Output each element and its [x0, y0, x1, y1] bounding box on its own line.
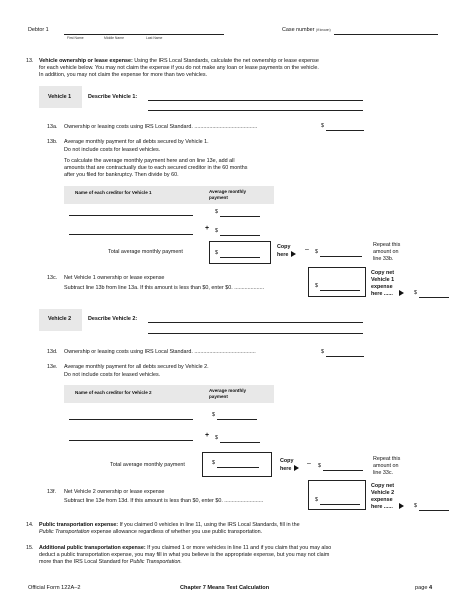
plus-sign: + [205, 225, 210, 232]
vehicle2-copynet-4: here ...... [371, 504, 393, 510]
line13-number: 13. [26, 58, 34, 64]
vehicle2-repeat-3: line 33c. [373, 470, 394, 476]
vehicle1-creditor-1-name[interactable] [69, 215, 193, 216]
vehicle1-creditor-1-payment[interactable] [220, 216, 260, 217]
vehicle2-payment-header-1: Average monthly [209, 388, 247, 393]
vehicle1-repeat-2: amount on [373, 249, 399, 255]
line14-number: 14. [26, 522, 34, 528]
calc-text-3: after you filed for bankruptcy. Then divide by 60. [64, 172, 179, 178]
footer-page: page 4 [415, 585, 433, 591]
calc-text-2: amounts that are contractually due to each secured creditor in the 60 months [64, 165, 248, 171]
line13-text-1: Vehicle ownership or lease expense: Using the IRS Local Standards, calculate the net ownership or lease expense [39, 58, 319, 64]
arrow-right-icon [291, 251, 296, 257]
line13f-box[interactable] [308, 480, 366, 510]
vehicle1-total-label: Total average monthly payment [108, 249, 183, 255]
line13a-number: 13a. [47, 124, 58, 130]
line13e-dollar: $ [318, 463, 321, 469]
vehicle2-creditor-1-payment[interactable] [217, 419, 257, 420]
vehicle2-description-line2[interactable] [148, 333, 363, 334]
line13b-text-2: Do not include costs for leased vehicles. [64, 147, 161, 153]
vehicle2-total-label: Total average monthly payment [110, 462, 185, 468]
vehicle2-copy-label: Copy [280, 458, 294, 464]
arrow-right-icon [399, 290, 404, 296]
minus-sign: – [307, 460, 311, 467]
vehicle1-copynet-1: Copy net [371, 270, 395, 276]
line15-number: 15. [26, 545, 34, 551]
vehicle1-repeat-3: line 33b. [373, 256, 394, 262]
vehicle2-creditor-header: Name of each creditor for Vehicle 2 [75, 390, 152, 395]
line14-text-1: Public transportation expense: If you claimed 0 vehicles in line 11, using the IRS Local Standards, fill in the [39, 522, 300, 528]
last-name-label: Last Name [146, 36, 163, 40]
line13e-amount[interactable] [323, 470, 363, 471]
line13-text-3: In addition, you may not claim the expense for more than two vehicles. [39, 72, 208, 78]
middle-name-label: Middle Name [104, 36, 124, 40]
line13c-text-1: Net Vehicle 1 ownership or lease expense [64, 275, 165, 281]
line15-text-3: more than the IRS Local Standard for Public Transportation. [39, 559, 182, 565]
line13d-amount[interactable] [326, 356, 364, 357]
vehicle1-payment-header-2: payment [209, 195, 228, 200]
vehicle2-total-dollar: $ [212, 460, 215, 466]
vehicle1-copynet-3: expense [371, 284, 393, 290]
debtor-label: Debtor 1 [28, 27, 49, 33]
vehicle1-creditor-2-name[interactable] [69, 234, 193, 235]
line14-text-2: Public Transportation expense allowance regardless of whether you use public transportation. [39, 529, 263, 535]
line13-text-2: for each vehicle below. You may not claim the expense if you do not make any loan or lease payments on the vehicle. [39, 65, 319, 71]
line13b-amount[interactable] [320, 256, 362, 257]
vehicle2-creditor-1-name[interactable] [69, 419, 193, 420]
vehicle1-tab-label: Vehicle 1 [48, 94, 72, 100]
minus-sign: – [305, 246, 309, 253]
vehicle1-copy-label: Copy [277, 244, 291, 250]
vehicle1-creditor-2-dollar: $ [215, 228, 218, 234]
vehicle2-creditor-2-payment[interactable] [220, 442, 260, 443]
line13f-text-1: Net Vehicle 2 ownership or lease expense [64, 489, 165, 495]
line13a-dollar: $ [321, 123, 324, 129]
vehicle1-total-box[interactable] [209, 241, 271, 264]
line13f-dollar: $ [315, 497, 318, 503]
vehicle2-description-line1[interactable] [148, 322, 363, 323]
line13e-text-2: Do not include costs for leased vehicles. [64, 372, 161, 378]
plus-sign: + [205, 432, 210, 439]
vehicle2-creditor-2-dollar: $ [215, 435, 218, 441]
line13f-final-amount[interactable] [419, 510, 449, 511]
vehicle1-repeat-1: Repeat this [373, 242, 401, 248]
line13c-dollar: $ [315, 283, 318, 289]
line13e-text-1: Average monthly payment for all debts secured by Vehicle 2. [64, 364, 209, 370]
line13c-amount[interactable] [320, 290, 360, 291]
vehicle1-description-line1[interactable] [148, 100, 363, 101]
vehicle2-copynet-1: Copy net [371, 483, 395, 489]
vehicle2-total-amount[interactable] [217, 467, 259, 468]
line13f-number: 13f. [47, 489, 56, 495]
line13c-final-dollar: $ [414, 290, 417, 296]
vehicle2-describe-label: Describe Vehicle 2: [88, 316, 138, 322]
vehicle1-payment-header-1: Average monthly [209, 189, 247, 194]
line13d-number: 13d. [47, 349, 58, 355]
case-number-field[interactable] [334, 34, 438, 35]
line13c-text-2: Subtract line 13b from line 13a. If this amount is less than $0, enter $0. .................... [64, 285, 265, 291]
line13c-number: 13c. [47, 275, 58, 281]
vehicle2-payment-header-2: payment [209, 394, 228, 399]
footer-form-name: Official Form 122A–2 [28, 585, 81, 591]
vehicle1-here-label: here [277, 252, 289, 258]
footer-title: Chapter 7 Means Test Calculation [180, 585, 270, 591]
line13c-box[interactable] [308, 267, 366, 297]
line13b-number: 13b. [47, 139, 58, 145]
line13a-text: Ownership or leasing costs using IRS Local Standard. .......................................... [64, 124, 258, 130]
line15-text-2: deduct a public transportation expense, you may fill in what you believe is the appropriate expense, but you may not claim [39, 552, 330, 558]
vehicle1-creditor-2-payment[interactable] [220, 235, 260, 236]
vehicle1-total-dollar: $ [215, 250, 218, 256]
vehicle2-creditor-1-dollar: $ [212, 412, 215, 418]
vehicle2-creditor-2-name[interactable] [69, 440, 193, 441]
line13c-final-amount[interactable] [419, 297, 449, 298]
vehicle2-copynet-3: expense [371, 497, 393, 503]
line13b-text-1: Average monthly payment for all debts secured by Vehicle 1. [64, 139, 209, 145]
vehicle1-copynet-2: Vehicle 1 [371, 277, 395, 283]
line15-text-1: Additional public transportation expense: If you claimed 1 or more vehicles in line 11 and if you claim that you may also [39, 545, 332, 551]
line13f-final-dollar: $ [414, 503, 417, 509]
debtor-name-field[interactable] [64, 34, 224, 35]
case-number-label: Case number (if known) [282, 27, 331, 33]
calc-text-1: To calculate the average monthly payment here and on line 13e, add all [64, 158, 235, 164]
line13d-dollar: $ [321, 349, 324, 355]
arrow-right-icon [294, 465, 299, 471]
vehicle2-repeat-1: Repeat this [373, 456, 401, 462]
vehicle1-total-amount[interactable] [220, 257, 260, 258]
arrow-right-icon [399, 503, 404, 509]
line13b-dollar: $ [315, 249, 318, 255]
first-name-label: First Name [67, 36, 84, 40]
line13e-number: 13e. [47, 364, 58, 370]
vehicle1-description-line2[interactable] [148, 110, 363, 111]
vehicle2-repeat-2: amount on [373, 463, 399, 469]
line13d-text: Ownership or leasing costs using IRS Local Standard. ......................................... [64, 349, 256, 355]
vehicle2-here-label: here [280, 466, 292, 472]
vehicle2-copynet-2: Vehicle 2 [371, 490, 395, 496]
line13f-text-2: Subtract line 13e from 13d. If this amount is less than $0, enter $0. .......................... [64, 498, 264, 504]
vehicle1-creditor-header: Name of each creditor for Vehicle 1 [75, 190, 152, 195]
vehicle1-describe-label: Describe Vehicle 1: [88, 94, 138, 100]
vehicle1-copynet-4: here ...... [371, 291, 393, 297]
vehicle2-tab-label: Vehicle 2 [48, 316, 72, 322]
vehicle1-creditor-1-dollar: $ [215, 209, 218, 215]
line13f-amount[interactable] [320, 504, 360, 505]
line13a-amount[interactable] [326, 130, 364, 131]
